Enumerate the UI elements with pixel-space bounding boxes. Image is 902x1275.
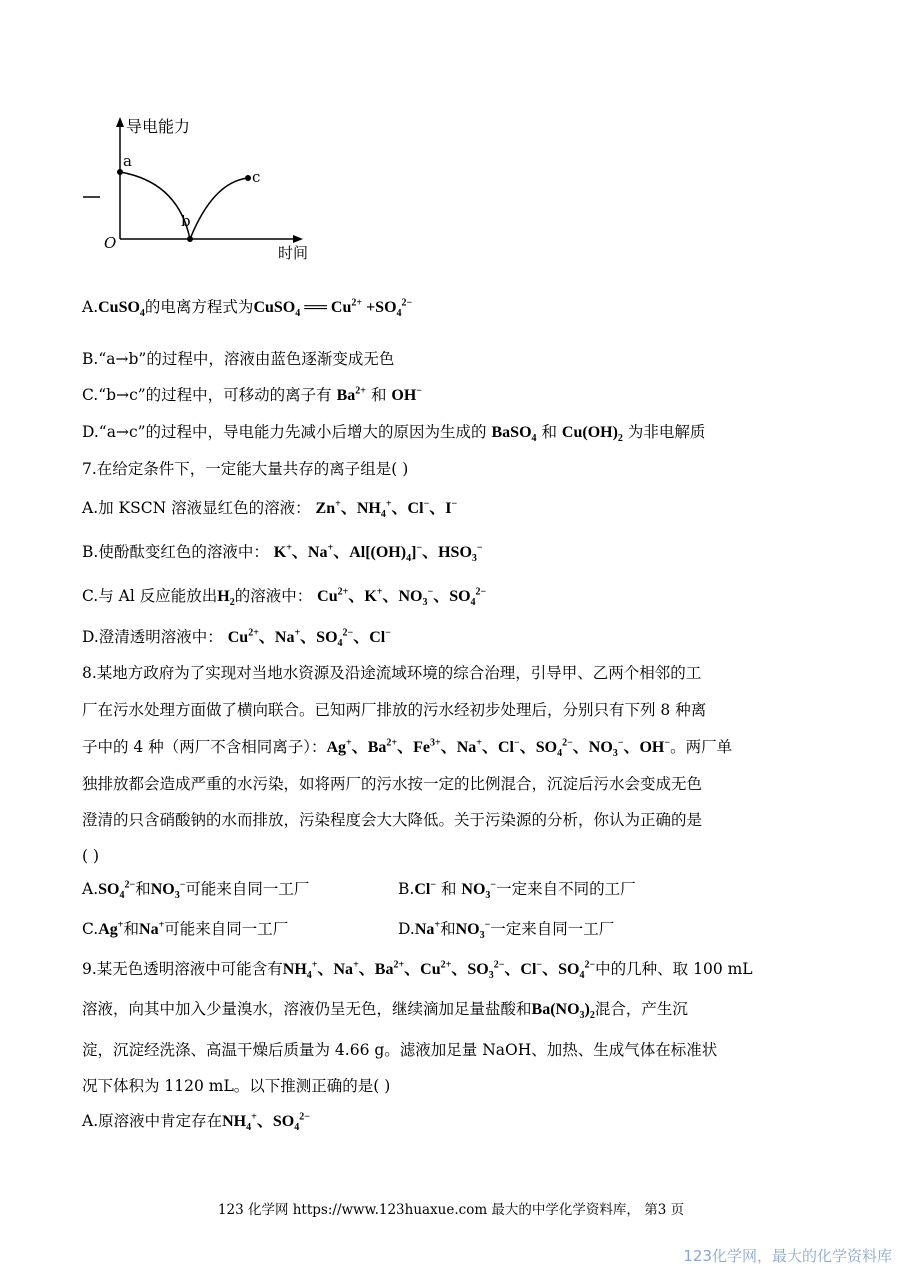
q7-stem: 7.在给定条件下，一定能大量共存的离子组是( ) [82, 460, 409, 478]
q9-line-1: 9.某无色透明溶液中可能含有$NH_4^+$、Na+、$Ba^{2+}$、$Cu^{2+}$、$SO_3^{2-}$、Cl−、$SO_4^{2-}$中的几种、取 100 mL [82, 959, 753, 982]
q8-line-5: 澄清的只含硝酸钠的水而排放，污染程度会大大降低。关于污染源的分析，你认为正确的是 [82, 811, 703, 829]
y-axis-label: 导电能力 [126, 117, 191, 136]
q9-line-4: 况下体积为 1120 mL。以下推测正确的是( ) [82, 1077, 391, 1095]
q8-line-3: 子中的 4 种（两厂不含相同离子）：Ag+、$Ba^{2+}$、$Fe^{3+}$、Na+、Cl−、$SO_4^{2-}$、$NO_3^-$、OH−。两厂单 [82, 737, 733, 760]
point-b-label: b [181, 212, 191, 230]
q8-option-a: $A.SO_4^{2-}$和$NO_3^-$可能来自同一工厂 [82, 879, 310, 902]
q8-line-6: ( ) [82, 847, 100, 865]
q6-option-a: A.CuSO$_4$的电离方程式为CuSO$_4$ ══ $Cu^{2+} +SO_4^{2-}$ [82, 297, 413, 320]
q8-line-1: 8.某地方政府为了实现对当地水资源及沿途流域环境的综合治理，引导甲、乙两个相邻的工 [82, 664, 702, 682]
point-a-label: a [123, 152, 132, 170]
point-c-label: c [252, 168, 261, 186]
q6-option-c: C.“b→c”的过程中，可移动的离子有 $Ba^{2+}$ 和 OH− [82, 385, 422, 404]
q8-option-b: B.Cl− 和 $NO_3^-$一定来自不同的工厂 [398, 879, 636, 902]
q6-option-d: D.“a→c”的过程中，导电能力先减小后增大的原因为生成的 BaSO$_4$ 和 $Cu(OH)_2$ 为非电解质 [82, 423, 706, 445]
q8-option-d: D.Na+和$NO_3^-$一定来自同一工厂 [398, 919, 615, 942]
q6-option-b: B.“a→b”的过程中，溶液由蓝色逐渐变成无色 [82, 350, 395, 368]
origin-label: O [104, 234, 117, 252]
q8-option-c: C.Ag+和Na+可能来自同一工厂 [82, 919, 289, 938]
q8-line-4: 独排放都会造成严重的水污染，如将两厂的污水按一定的比例混合，沉淀后污水会变成无色 [82, 775, 703, 793]
page-footer: 123 化学网 https://www.123huaxue.com 最大的中学化学资料库， 第3 页 [217, 1202, 685, 1218]
q8-line-2: 厂在污水处理方面做了横向联合。已知两厂排放的污水经初步处理后，分别只有下列 8 种离 [82, 701, 707, 719]
q7-option-b: B.使酚酞变红色的溶液中： K+、Na+、$Al[(OH)_4]^-$、$HSO_3^-$ [82, 542, 483, 565]
q9-line-3: 淀，沉淀经洗涤、高温干燥后质量为 4.66 g。滤液加足量 NaOH、加热、生成气体在标准状 [82, 1041, 718, 1059]
conductivity-graph [78, 112, 338, 272]
site-watermark: 123化学网，最大的化学资料库 [683, 1247, 892, 1265]
q7-option-c: C.与 Al 反应能放出$H_2$的溶液中： $Cu^{2+}$、K+、$NO_3^-$、$SO_4^{2-}$ [82, 586, 487, 609]
x-axis-label: 时间 [278, 244, 309, 262]
q9-line-2: 溶液，向其中加入少量溴水，溶液仍呈无色，继续滴加足量盐酸和$Ba(NO_3)_2$混合，产生沉 [82, 1000, 688, 1022]
q7-option-a: A.加 KSCN 溶液显红色的溶液： Zn+、$NH_4^+$、Cl−、I− [82, 498, 458, 521]
q7-option-d: D.澄清透明溶液中： $Cu^{2+}$、Na+、$SO_4^{2-}$、Cl− [82, 627, 391, 650]
q9-option-a: A.原溶液中肯定存在$NH_4^+$、$SO_4^{2-}$ [82, 1111, 310, 1134]
